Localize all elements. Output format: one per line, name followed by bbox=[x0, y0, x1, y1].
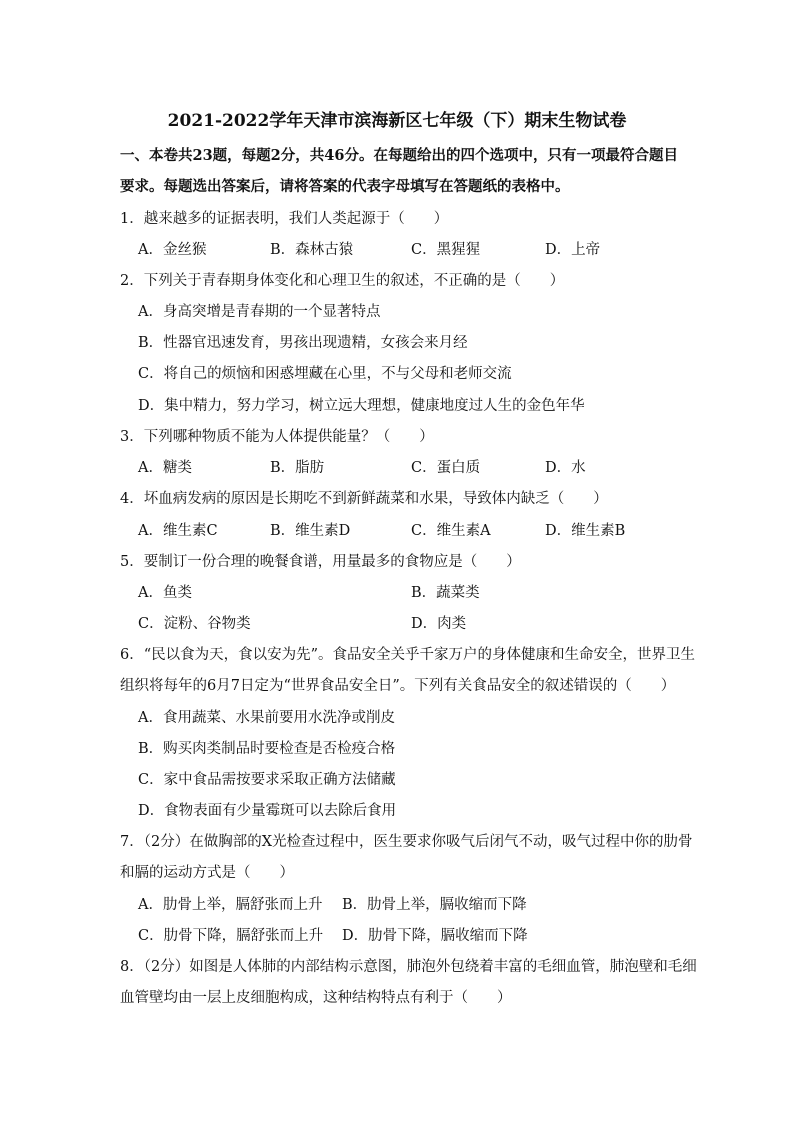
question-5-option-c: C．淀粉、谷物类 bbox=[138, 616, 251, 632]
question-2-stem: 2．下列关于青春期身体变化和心理卫生的叙述，不正确的是（ ） bbox=[120, 273, 565, 289]
question-1-stem: 1．越来越多的证据表明，我们人类起源于（ ） bbox=[120, 211, 449, 227]
question-3-stem: 3．下列哪种物质不能为人体提供能量？（ ） bbox=[120, 429, 434, 445]
question-6-stem: 6．“民以食为天，食以安为先”。食品安全关乎千家万户的身体健康和生命安全，世界卫生 bbox=[120, 647, 696, 663]
question-4-option-c: C．维生素A bbox=[411, 523, 491, 539]
question-8-stem: 8．（2分）如图是人体肺的内部结构示意图，肺泡外包绕着丰富的毛细血管，肺泡壁和毛细 bbox=[120, 959, 697, 975]
question-3-option-d: D．水 bbox=[545, 460, 586, 476]
question-8-stem-continued: 血管壁均由一层上皮细胞构成，这种结构特点有利于（ ） bbox=[120, 990, 512, 1006]
question-2-option-c: C．将自己的烦恼和困惑埋藏在心里，不与父母和老师交流 bbox=[138, 366, 512, 382]
question-2-option-a: A．身高突增是青春期的一个显著特点 bbox=[138, 304, 381, 320]
question-3-option-c: C．蛋白质 bbox=[411, 460, 481, 476]
question-3-option-b: B．脂肪 bbox=[270, 460, 325, 476]
question-6-option-c: C．家中食品需按要求采取正确方法储藏 bbox=[138, 772, 396, 788]
question-4-stem: 4．坏血病发病的原因是长期吃不到新鲜蔬菜和水果，导致体内缺乏（ ） bbox=[120, 491, 608, 507]
section-instructions-line-1: 一、本卷共23题，每题2分，共46分。在每题给出的四个选项中，只有一项最符合题目 bbox=[120, 147, 678, 164]
question-5-option-d: D．肉类 bbox=[411, 616, 467, 632]
question-7-option-c: C．肋骨下降，膈舒张而上升 bbox=[138, 928, 324, 944]
question-7-stem-continued: 和膈的运动方式是（ ） bbox=[120, 865, 294, 881]
question-6-option-d: D．食物表面有少量霉斑可以去除后食用 bbox=[138, 803, 397, 819]
question-4-option-b: B．维生素D bbox=[270, 523, 351, 539]
question-3-option-a: A．糖类 bbox=[138, 460, 192, 476]
question-5-option-a: A．鱼类 bbox=[138, 585, 192, 601]
page-title: 2021-2022学年天津市滨海新区七年级（下）期末生物试卷 bbox=[167, 111, 627, 131]
question-1-option-d: D．上帝 bbox=[545, 242, 601, 258]
question-5-option-b: B．蔬菜类 bbox=[411, 585, 480, 601]
question-2-option-d: D．集中精力，努力学习，树立远大理想，健康地度过人生的金色年华 bbox=[138, 398, 585, 414]
question-1-option-c: C．黑猩猩 bbox=[411, 242, 481, 258]
question-7-option-a: A．肋骨上举，膈舒张而上升 bbox=[138, 897, 323, 913]
question-7-option-d: D．肋骨下降，膈收缩而下降 bbox=[342, 928, 528, 944]
question-7-stem: 7．（2分）在做胸部的X光检查过程中，医生要求你吸气后闭气不动，吸气过程中你的肋骨 bbox=[120, 834, 693, 850]
question-6-option-a: A．食用蔬菜、水果前要用水洗净或削皮 bbox=[138, 710, 395, 726]
question-1-option-a: A．金丝猴 bbox=[138, 242, 207, 258]
question-5-stem: 5．要制订一份合理的晚餐食谱，用量最多的食物应是（ ） bbox=[120, 554, 521, 570]
question-1-option-b: B．森林古猿 bbox=[270, 242, 354, 258]
question-4-option-d: D．维生素B bbox=[545, 523, 626, 539]
question-6-stem-continued: 组织将每年的6月7日定为“世界食品安全日”。下列有关食品安全的叙述错误的（ ） bbox=[120, 678, 676, 694]
question-6-option-b: B．购买肉类制品时要检查是否检疫合格 bbox=[138, 741, 396, 757]
section-instructions-line-2: 要求。每题选出答案后，请将答案的代表字母填写在答题纸的表格中。 bbox=[120, 178, 570, 195]
question-4-option-a: A．维生素C bbox=[138, 523, 218, 539]
question-7-option-b: B．肋骨上举，膈收缩而下降 bbox=[342, 897, 527, 913]
question-2-option-b: B．性器官迅速发育，男孩出现遗精，女孩会来月经 bbox=[138, 335, 468, 351]
